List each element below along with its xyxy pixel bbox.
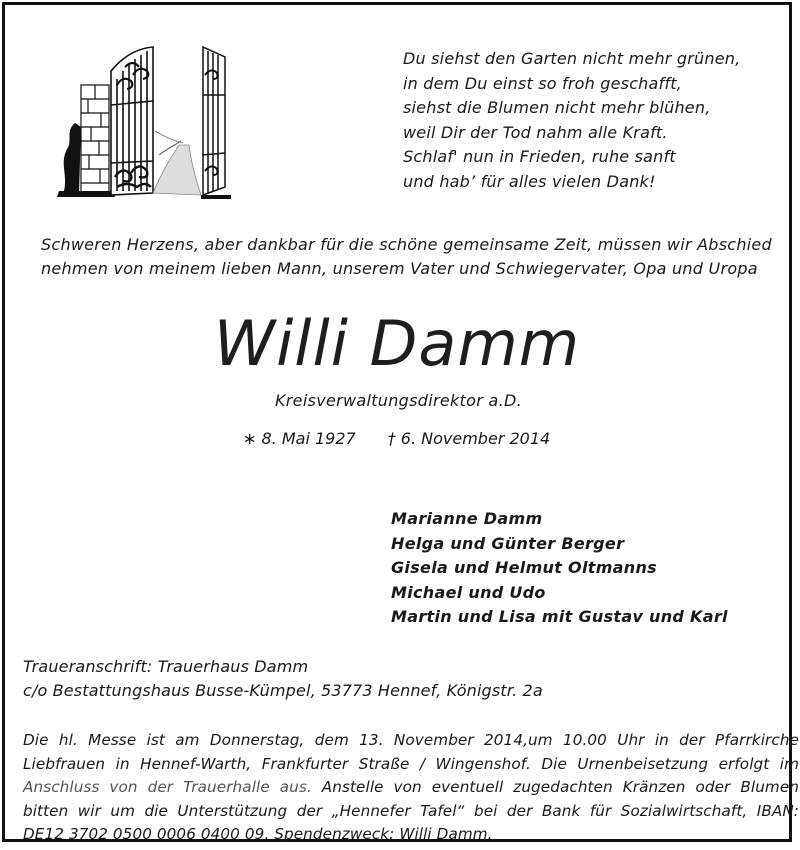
condolence-address	[23, 655, 543, 703]
obituary-frame	[2, 2, 799, 843]
address-line: Traueranschrift: Trauerhaus Damm	[23, 657, 309, 676]
death-date: † 6. November 2014	[387, 429, 551, 448]
poem-line: weil Dir der Tod nahm alle Kraft.	[403, 122, 668, 142]
address-line: c/o Bestattungshaus Busse-Kümpel, 53773 Hennef, Königstr. 2a	[23, 681, 543, 700]
family-member: Gisela und Helmut Oltmanns	[391, 558, 657, 577]
notice-segment: Anschluss von der Trauerhalle aus.	[23, 778, 312, 796]
poem-line: siehst die Blumen nicht mehr blühen,	[403, 98, 711, 117]
notice-line: Die hl. Messe ist am Donnerstag, dem 13. November 2014,um 10.00 Uhr in der Pfarrkirche	[23, 731, 799, 749]
garden-gate-illustration	[55, 45, 235, 205]
intro-line: Schweren Herzens, aber dankbar für die schöne gemeinsame Zeit, müssen wir Abschied	[41, 235, 772, 254]
life-dates	[243, 427, 550, 451]
family-member: Martin und Lisa mit Gustav und Karl	[391, 607, 728, 626]
notice-line: bitten wir um die Unterstützung der „Hennefer Tafel“ bei der Bank für Sozialwirtschaft, IBAN:	[23, 801, 799, 820]
deceased-title: Kreisverwaltungsdirektor a.D.	[275, 391, 522, 410]
poem-line: in dem Du einst so froh geschafft,	[403, 73, 682, 93]
notice-segment: Anstelle von eventuell zugedachten Kränzen oder Blumen	[311, 778, 799, 796]
family-member: Michael und Udo	[391, 582, 546, 602]
birth-date: ∗ 8. Mai 1927	[243, 429, 356, 448]
notice-line: Liebfrauen in Hennef-Warth, Frankfurter Straße / Wingenshof. Die Urnenbeisetzung erfolgt im	[23, 754, 799, 773]
poem-line: und hab’ für alles vielen Dank!	[403, 171, 656, 191]
funeral-notice	[23, 729, 799, 847]
deceased-name: Willi Damm	[213, 307, 581, 380]
intro-line: nehmen von meinem lieben Mann, unserem Vater und Schwiegervater, Opa und Uropa	[41, 259, 758, 278]
notice-line	[23, 776, 799, 800]
family-member: Marianne Damm	[391, 509, 543, 528]
notice-line: DE12 3702 0500 0006 0400 09, Spendenzweck: Willi Damm.	[23, 825, 493, 843]
family-member: Helga und Günter Berger	[391, 533, 625, 553]
poem-line: Schlaf' nun in Frieden, ruhe sanft	[403, 147, 676, 166]
memorial-poem	[403, 47, 740, 194]
poem-line: Du siehst den Garten nicht mehr grünen,	[403, 49, 741, 68]
mourning-family	[391, 507, 728, 630]
farewell-intro	[41, 233, 772, 281]
